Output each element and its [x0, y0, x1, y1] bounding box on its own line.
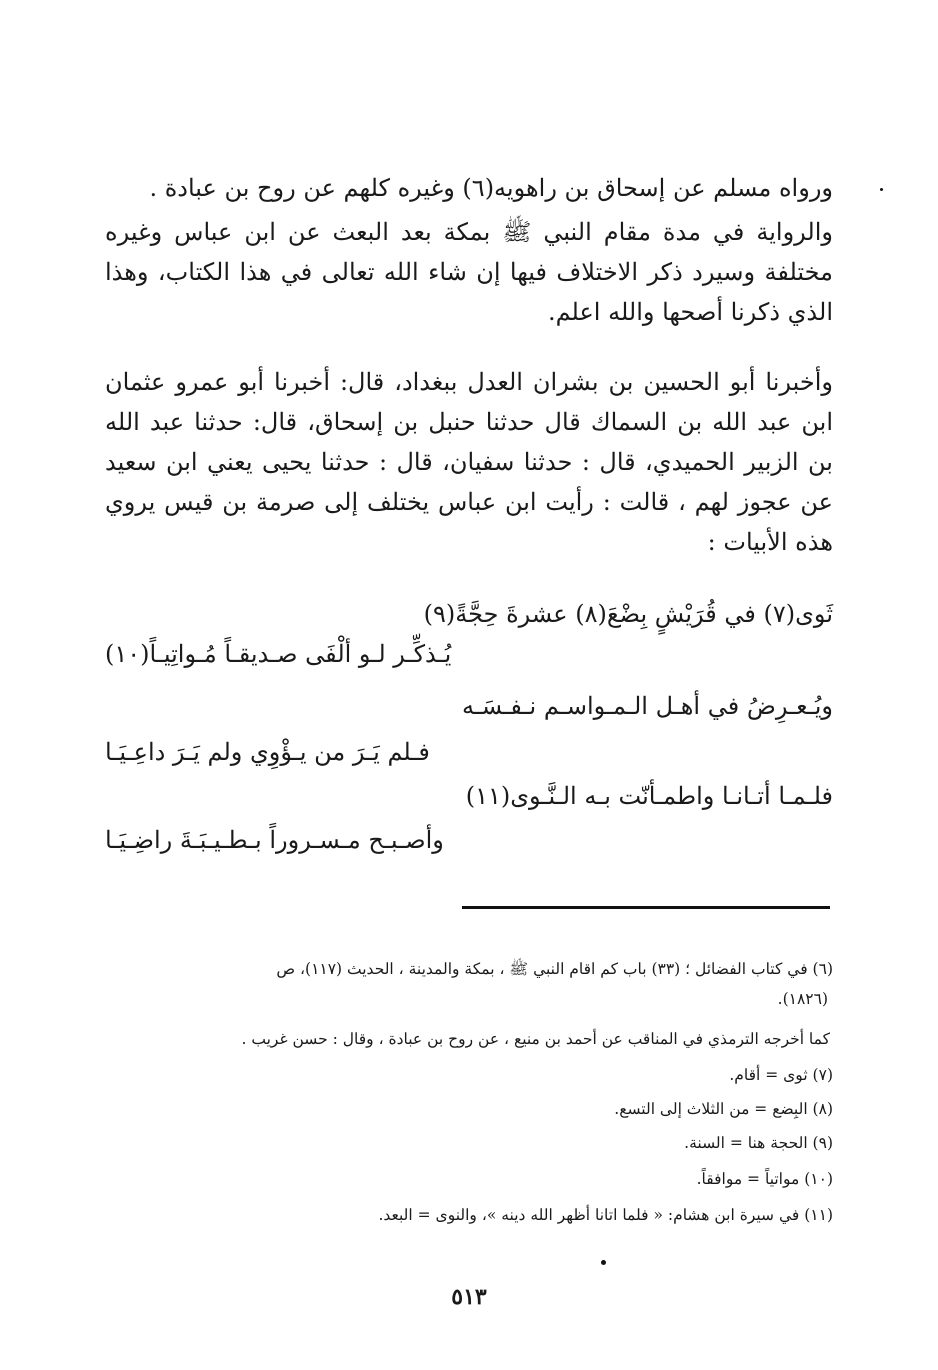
paragraph-3: وأخبرنا أبو الحسين بن بشران العدل ببغداد، قال: أخبرنا أبو عمرو عثمان ابن عبد الله بن السماك قال حدثنا حنبل بن إسحاق، قال: حدثنا عبد الله بن الزبير الحميدي، قال : حدثنا سفيان، قال : حدثنا يحيى يعني ابن سعيد عن عجوز لهم ، قالت : رأيت ابن عباس يختلف إلى صرمة بن قيس يروي هذه الأبيات : [105, 368, 833, 556]
footnote-8: (٨) البِضع = من الثلاث إلى التسع. [614, 1100, 833, 1118]
poem-line-2: يُـذكِّـر لـو ألْفَى صـديقـاً مُـواتِيـاً(١٠) [105, 640, 452, 668]
print-dot [601, 1260, 606, 1265]
footnote-11: (١١) في سيرة ابن هشام: « فلما اتانا أظهر الله دينه »، والنوى = البعد. [378, 1206, 833, 1224]
paragraph-1: ورواه مسلم عن إسحاق بن راهويه(٦) وغيره كلهم عن روح بن عبادة . [149, 174, 833, 202]
poem-line-1: ثَوى(٧) في قُرَيْشٍ بِضْعَ(٨) عشرةَ حِجَّةً(٩) [423, 600, 833, 628]
poem-line-3: ويُـعـرِضُ في أهـل الـمـواسـم نـفـسَـه [462, 692, 833, 720]
footnote-7: (٧) ثوى = أقام. [729, 1066, 833, 1084]
footnote-6-line-2: (١٨٢٦). [777, 990, 828, 1008]
margin-speck [880, 188, 883, 191]
page-number: ٥١٣ [451, 1284, 487, 1310]
poem-line-4: فـلم يَـرَ من يـؤْوِي ولم يَـرَ داعِـيَـا [105, 738, 430, 766]
paragraph-2: والرواية في مدة مقام النبي ﷺ بمكة بعد البعث عن ابن عباس وغيره مختلفة وسيرد ذكر الاختلاف فيها إن شاء الله تعالى في هذا الكتاب، وهذا الذي ذكرنا أصحها والله اعلم. [105, 218, 833, 326]
footnote-9: (٩) الحجة هنا = السنة. [684, 1134, 833, 1152]
poem-line-6: وأصـبـح مـسـروراً بـطـيـبَـةَ راضِـيَـا [105, 826, 444, 854]
footnote-6-line-1: (٦) في كتاب الفضائل ؛ (٣٣) باب كم اقام النبي ﷺ ، بمكة والمدينة ، الحديث (١١٧)، ص [276, 960, 833, 978]
footnote-10: (١٠) مواتياً = موافقاً. [696, 1170, 833, 1188]
poem-line-5: فلـمـا أتـانـا واطمـأنّت بـه الـنَّـوى(١١) [465, 782, 833, 810]
footnote-6-line-3: كما أخرجه الترمذي في المناقب عن أحمد بن منيع ، عن روح بن عبادة ، وقال : حسن غريب . [241, 1030, 830, 1048]
footnote-separator [462, 906, 830, 909]
